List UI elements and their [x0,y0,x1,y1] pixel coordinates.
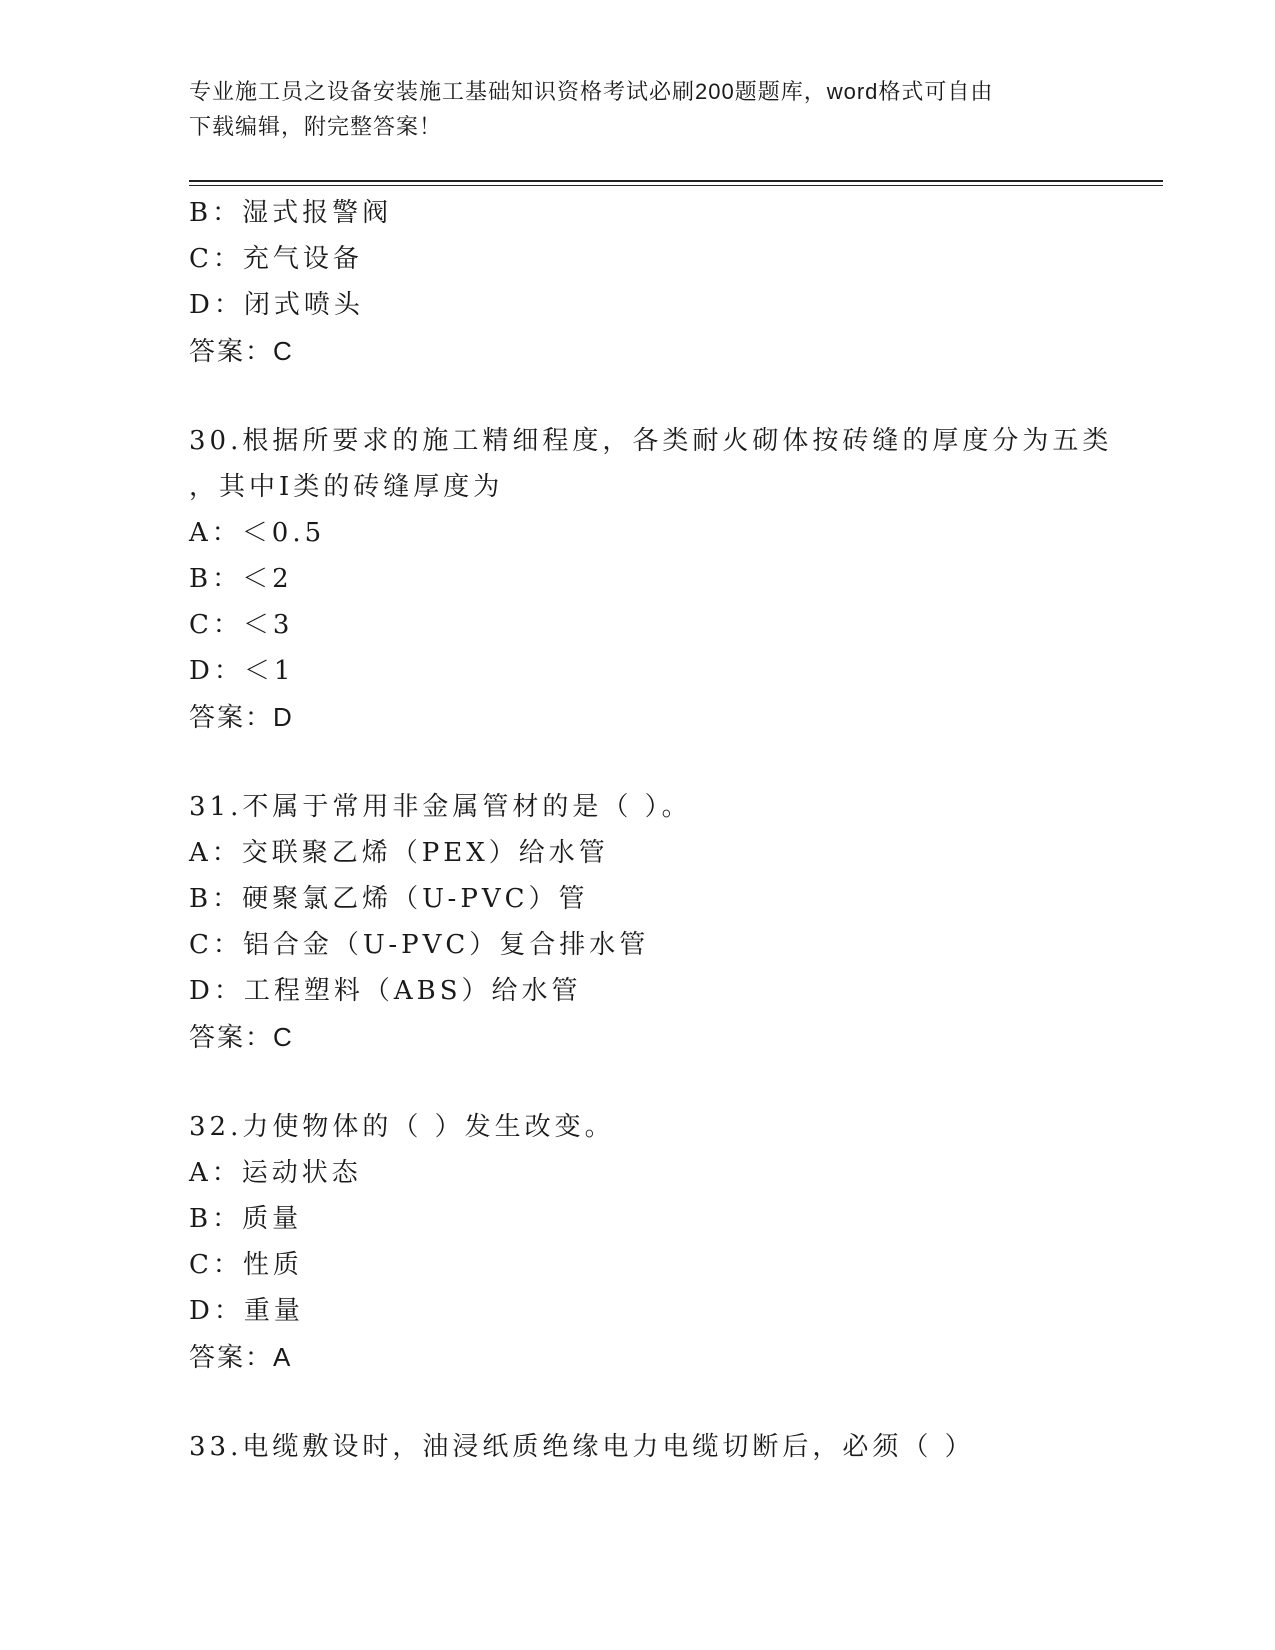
option-c: C：充气设备 [189,244,363,274]
question-stem-continued: ，其中Ⅰ类的砖缝厚度为 [189,472,504,502]
answer-line: 答案：D [189,702,294,732]
header-divider-thick [189,180,1163,182]
answer-line: 答案：C [189,1022,294,1052]
question-33 [189,1424,1109,1470]
option-b: B：＜2 [189,564,293,594]
option-c: C：＜3 [189,610,294,640]
question-29-continued [189,190,1109,374]
option-d: D：闭式喷头 [189,290,364,320]
option-b: B：湿式报警阀 [189,198,393,228]
question-stem: 30.根据所要求的施工精细程度，各类耐火砌体按砖缝的厚度分为五类 [189,426,1113,456]
question-32 [189,1104,1109,1380]
header-line-1: 专业施工员之设备安装施工基础知识资格考试必刷200题题库，word格式可自由 [189,79,994,104]
option-b: B：质量 [189,1204,303,1234]
option-a: A：运动状态 [189,1158,362,1188]
answer-line: 答案：A [189,1342,293,1372]
question-31 [189,784,1109,1060]
option-d: D：重量 [189,1296,304,1326]
question-30 [189,418,1113,740]
header-divider-thin [189,185,1163,186]
answer-line: 答案：C [189,336,294,366]
option-d: D：工程塑料（ABS）给水管 [189,976,582,1006]
spacer [189,374,1109,418]
option-a: A：＜0.5 [189,518,326,548]
document-header [189,74,1089,144]
option-c: C：铝合金（U-PVC）复合排水管 [189,930,650,960]
question-list [189,190,1113,1470]
question-stem: 32.力使物体的（ ）发生改变。 [189,1112,615,1142]
option-a: A：交联聚乙烯（PEX）给水管 [189,838,609,868]
option-b: B：硬聚氯乙烯（U-PVC）管 [189,884,589,914]
spacer [189,1060,1109,1104]
question-stem: 33.电缆敷设时，油浸纸质绝缘电力电缆切断后，必须（ ） [189,1432,975,1462]
question-stem: 31.不属于常用非金属管材的是（ ）。 [189,792,692,822]
header-line-2: 下载编辑，附完整答案！ [189,114,443,139]
spacer [189,740,1109,784]
option-d: D：＜1 [189,656,295,686]
spacer [189,1380,1109,1424]
option-c: C：性质 [189,1250,303,1280]
